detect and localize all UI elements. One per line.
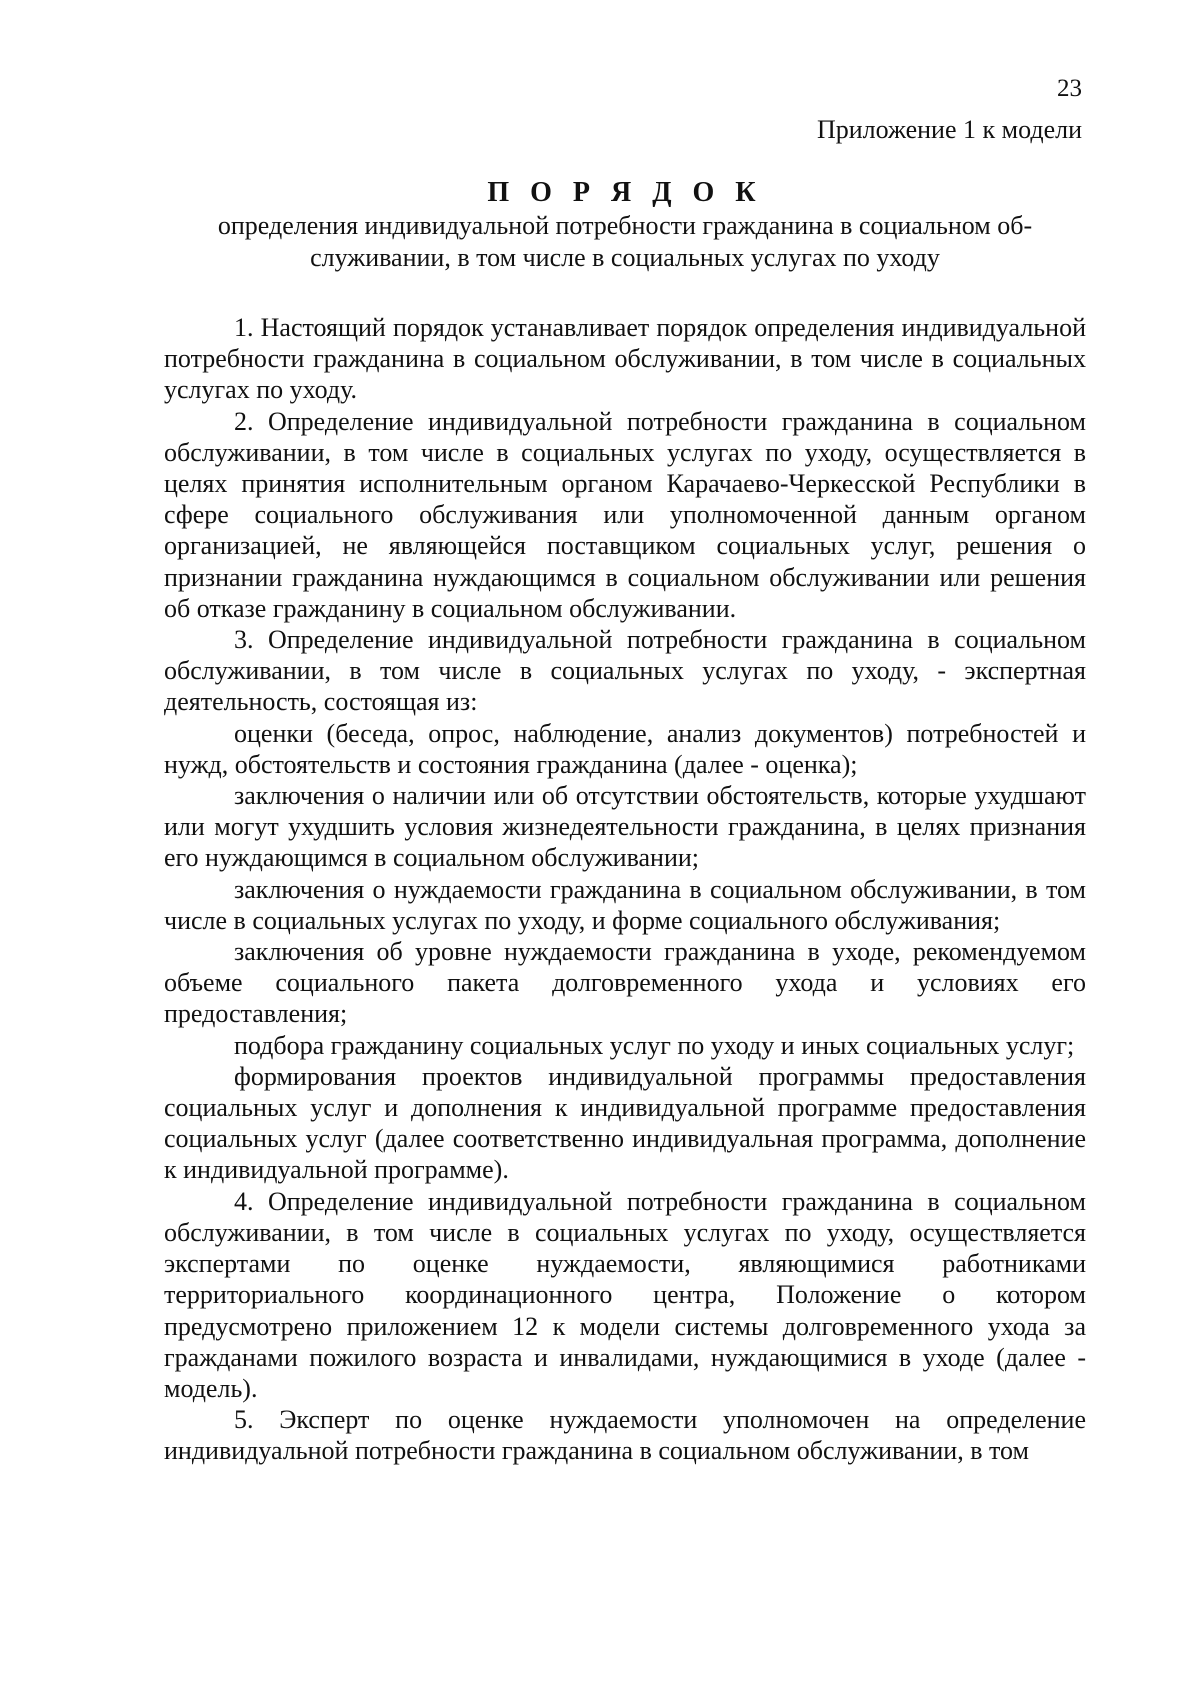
paragraph: 4. Определение индивидуальной потребности гражданина в социальном обслуживании, в том числе в социальных услугах по уходу, осуществляется экспертами по оценке нуждаемости, являющимися работниками территориального координационного центра, Положение о котором предусмотрено приложением 12 к модели системы долговременного ухода за гражданами пожилого возраста и инвалидами, нуждающимися в уходе (далее - модель). — [164, 1186, 1086, 1403]
paragraph: 3. Определение индивидуальной потребности гражданина в социальном обслуживании, в том числе в социальных услугах по уходу, - экспертная деятельность, состоящая из: — [164, 625, 1086, 717]
paragraph: 5. Эксперт по оценке нуждаемости уполномочен на определение индивидуальной потребности гражданина в социальном обслуживании, в том — [164, 1405, 1086, 1466]
document-title: П О Р Я Д О К — [487, 177, 763, 208]
subtitle-line: определения индивидуальной потребности гражданина в социальном об- — [217, 211, 1033, 240]
paragraph: 2. Определение индивидуальной потребности гражданина в социальном обслуживании, в том числе в социальных услугах по уходу, осуществляется в целях принятия исполнительным органом Карачаево-Черкесской Республики в сфере социального обслуживания или уполномоченной данным органом организацией, не являющейся поставщиком социальных услуг, решения о признании гражданина нуждающимся в социальном обслуживании или решения об отказе гражданину в социальном обслуживании. — [164, 406, 1086, 623]
page-number: 23 — [1057, 75, 1082, 102]
paragraph: заключения о нуждаемости гражданина в социальном обслуживании, в том числе в социальных услугах по уходу, и форме социального обслуживания; — [164, 874, 1086, 935]
subtitle-line: служивании, в том числе в социальных услугах по уходу — [310, 243, 940, 272]
paragraph: оценки (беседа, опрос, наблюдение, анализ документов) потребностей и нужд, обстоятельств и состояния гражданина (далее - оценка); — [164, 718, 1086, 779]
paragraph: подбора гражданину социальных услуг по уходу и иных социальных услуг; — [234, 1030, 1075, 1060]
paragraph: заключения о наличии или об отсутствии обстоятельств, которые ухудшают или могут ухудшить условия жизнедеятельности гражданина, в целях признания его нуждающимся в социальном обслуживании; — [164, 781, 1086, 873]
document-heading — [164, 176, 1086, 274]
paragraph: 1. Настоящий порядок устанавливает порядок определения индивидуальной потребности гражданина в социальном обслуживании, в том числе в социальных услугах по уходу. — [164, 313, 1086, 405]
paragraph: формирования проектов индивидуальной программы предоставления социальных услуг и дополнения к индивидуальной программе предоставления социальных услуг (далее соответственно индивидуальная программа, дополнение к индивидуальной программе). — [164, 1061, 1086, 1185]
appendix-label: Приложение 1 к модели — [816, 115, 1082, 144]
document-body — [164, 312, 1086, 1467]
paragraph: заключения об уровне нуждаемости гражданина в уходе, рекомендуемом объеме социального пакета долговременного ухода и условиях его предоставления; — [164, 937, 1086, 1029]
